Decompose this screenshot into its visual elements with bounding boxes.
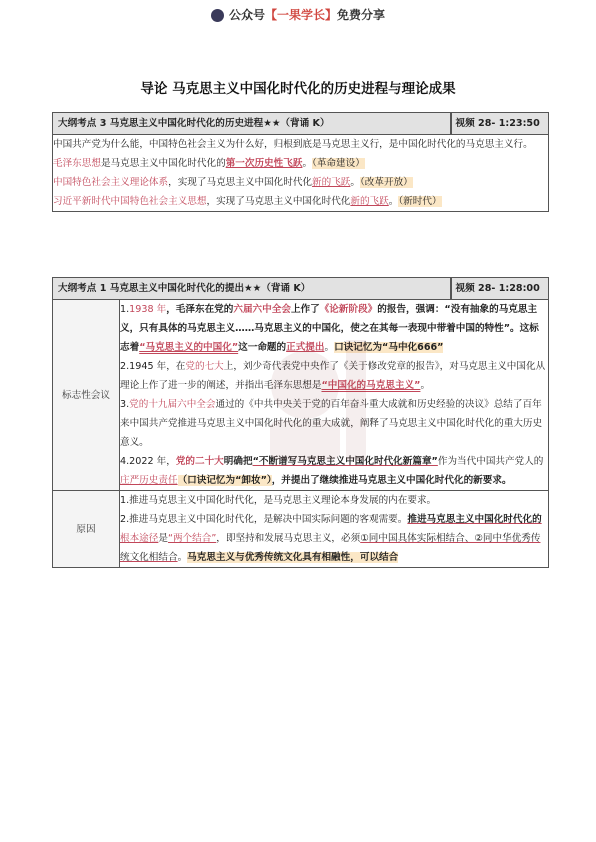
meetings-content — [120, 300, 549, 491]
reason-1: 1.推进马克思主义中国化时代化，是马克思主义理论本身发展的内在要求。 — [120, 495, 437, 506]
page-title: 导论 马克思主义中国化时代化的历史进程与理论成果 — [140, 81, 456, 97]
meeting-para-2: 2.1945 年，在党的七大上，刘少奇代表党中央作了《关于修改党章的报告》，对马克思主义中国化从理论上作了进一步的阐述，并指出毛泽东思想是“中国化的马克思主义”。 — [120, 361, 546, 391]
section1-body — [53, 135, 549, 212]
section1-heading: 大纲考点 3 马克思主义中国化时代化的历史进程★★（背诵 K） — [53, 113, 451, 135]
page-header — [0, 6, 596, 23]
section1-line2: 中国特色社会主义理论体系，实现了马克思主义中国化时代化新的飞跃。（改革开放） — [53, 177, 413, 188]
reason-2: 2.推进马克思主义中国化时代化，是解决中国实际问题的客观需要。推进马克思主义中国化时代化的根本途径是“两个结合”，即坚持和发展马克思主义，必须①同中国具体实际相结合、②同中华优秀传统文化相结合。马克思主义与优秀传统文化具有相融性，可以结合 — [120, 514, 542, 563]
header-brand: 【一果学长】 — [264, 8, 337, 22]
header-prefix: 公众号 — [228, 8, 265, 22]
section2-heading: 大纲考点 1 马克思主义中国化时代化的提出★★（背诵 K） — [53, 278, 451, 300]
row-label-reasons: 原因 — [53, 491, 120, 568]
section1-table — [52, 112, 549, 212]
section1-line1: 毛泽东思想是马克思主义中国化时代化的第一次历史性飞跃。（革命建设） — [53, 158, 365, 169]
meeting-para-4: 4.2022 年，党的二十大明确把“不断谱写马克思主义中国化时代化新篇章”作为当代中国共产党人的庄严历史责任（口诀记忆为“卸妆”），并提出了继续推进马克思主义中国化时代化的新要求。 — [120, 456, 544, 486]
section1-intro: 中国共产党为什么能，中国特色社会主义为什么好，归根到底是马克思主义行，是中国化时代化的马克思主义行。 — [53, 139, 533, 150]
section2-table — [52, 277, 549, 568]
section1-line3: 习近平新时代中国特色社会主义思想，实现了马克思主义中国化时代化新的飞跃。（新时代） — [53, 196, 442, 207]
section1-video-ref: 视频 28- 1:23:50 — [451, 113, 549, 135]
row-label-meetings: 标志性会议 — [53, 300, 120, 491]
reasons-content — [120, 491, 549, 568]
meeting-para-1: 1.1938 年，毛泽东在党的六届六中全会上作了《论新阶段》的报告，强调：“没有抽象的马克思主义，只有具体的马克思主义……马克思主义的中国化，使之在其每一表现中带着中国的特性”。这标志着“马克思主义的中国化”这一命题的正式提出。口诀记忆为“马中化666” — [120, 304, 539, 353]
account-logo-icon — [211, 9, 224, 22]
section2-video-ref: 视频 28- 1:28:00 — [451, 278, 549, 300]
header-suffix: 免费分享 — [337, 8, 386, 22]
meeting-para-3: 3.党的十九届六中全会通过的《中共中央关于党的百年奋斗重大成就和历史经验的决议》总结了百年来中国共产党推进马克思主义中国化时代化的重大成就，阐释了马克思主义中国化时代化的重大历史意义。 — [120, 399, 543, 448]
